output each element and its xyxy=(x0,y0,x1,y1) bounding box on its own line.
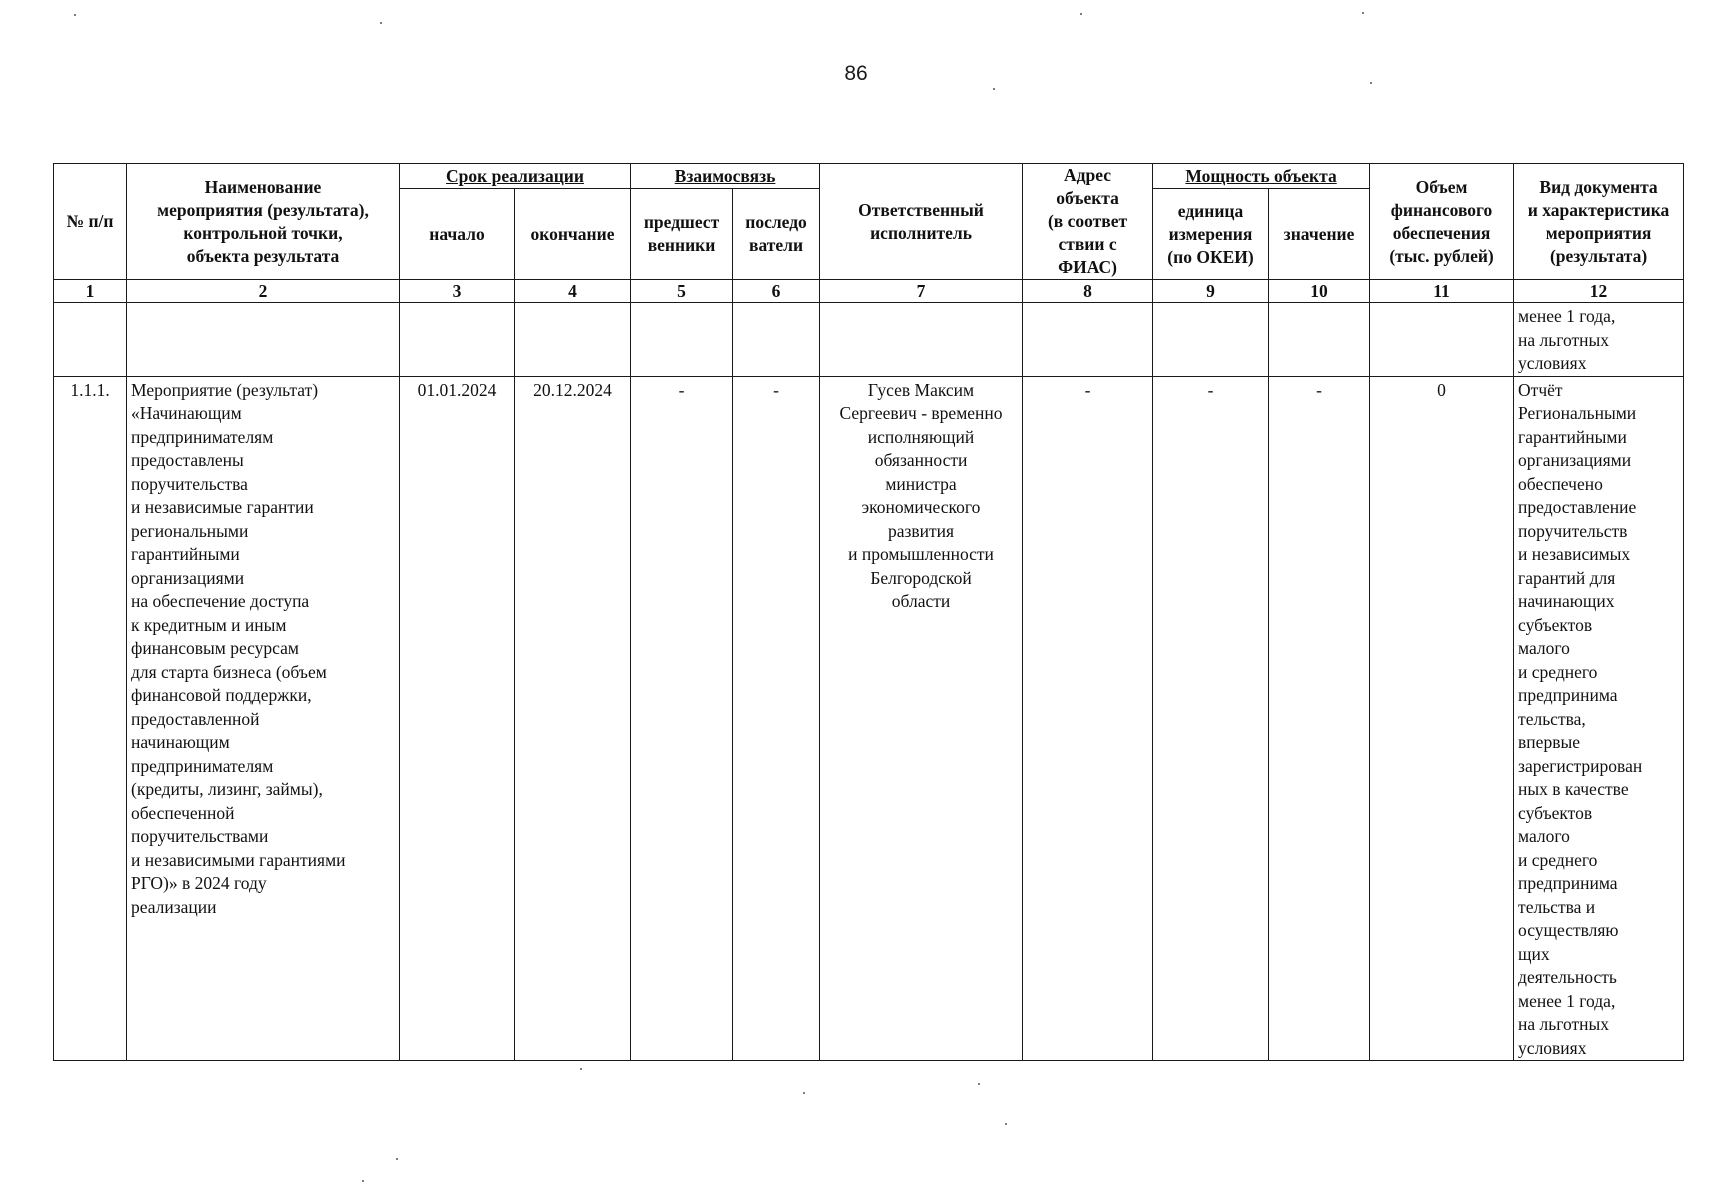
column-number: 8 xyxy=(1023,280,1153,303)
column-number: 9 xyxy=(1153,280,1269,303)
row-finance: 0 xyxy=(1370,376,1514,1061)
header-executor: Ответственный исполнитель xyxy=(820,164,1023,280)
column-number: 6 xyxy=(733,280,820,303)
row-address: - xyxy=(1023,376,1153,1061)
column-number: 12 xyxy=(1514,280,1684,303)
column-number: 11 xyxy=(1370,280,1514,303)
row-num: 1.1.1. xyxy=(54,376,127,1061)
column-number: 7 xyxy=(820,280,1023,303)
scan-speck xyxy=(396,1158,398,1160)
row-executor: Гусев Максим Сергеевич - временно исполняющий обязанности министра экономического развития и промышленности Белгородской области xyxy=(820,376,1023,1061)
table-row xyxy=(54,376,1684,1061)
scan-speck xyxy=(1005,1123,1007,1125)
row-end-date: 20.12.2024 xyxy=(515,376,631,1061)
empty-cell xyxy=(400,303,515,377)
page-number: 86 xyxy=(844,62,868,85)
scan-speck xyxy=(1370,82,1372,84)
column-number: 4 xyxy=(515,280,631,303)
empty-cell xyxy=(127,303,400,377)
continuation-doc-type: менее 1 года, на льготных условиях xyxy=(1514,303,1684,377)
header-capacity-value: значение xyxy=(1269,189,1370,280)
empty-cell xyxy=(820,303,1023,377)
row-successors: - xyxy=(733,376,820,1061)
scan-speck xyxy=(362,1180,364,1182)
empty-cell xyxy=(733,303,820,377)
column-number-row xyxy=(54,280,1684,303)
header-doc-type: Вид документа и характеристика мероприятия (результата) xyxy=(1514,164,1684,280)
header-link-group: Взаимосвязь xyxy=(631,164,820,189)
continuation-row xyxy=(54,303,1684,377)
row-predecessors: - xyxy=(631,376,733,1061)
empty-cell xyxy=(1153,303,1269,377)
header-address: Адрес объекта (в соответ ствии с ФИАС) xyxy=(1023,164,1153,280)
column-number: 5 xyxy=(631,280,733,303)
row-value: - xyxy=(1269,376,1370,1061)
empty-cell xyxy=(1370,303,1514,377)
column-number: 3 xyxy=(400,280,515,303)
column-number: 1 xyxy=(54,280,127,303)
row-start-date: 01.01.2024 xyxy=(400,376,515,1061)
empty-cell xyxy=(515,303,631,377)
header-capacity-group: Мощность объекта xyxy=(1153,164,1370,189)
header-link-pred: предшест венники xyxy=(631,189,733,280)
scan-speck xyxy=(803,1092,805,1094)
scan-speck xyxy=(993,88,995,90)
empty-cell xyxy=(1023,303,1153,377)
row-doc-type: Отчёт Региональными гарантийными организациями обеспечено предоставление поручительств и независимых гарантий для начинающих субъектов малого и среднего предпринима тельства, впервые зарегистрирован ных в качестве субъектов малого и среднего предпринима тельства и осуществляю щих деятельность менее 1 года, на льготных условиях xyxy=(1514,376,1684,1061)
header-term-end: окончание xyxy=(515,189,631,280)
column-number: 2 xyxy=(127,280,400,303)
header-term-start: начало xyxy=(400,189,515,280)
row-unit: - xyxy=(1153,376,1269,1061)
scan-speck xyxy=(380,22,382,24)
header-link-succ: последо ватели xyxy=(733,189,820,280)
header-capacity-unit: единица измерения (по ОКЕИ) xyxy=(1153,189,1269,280)
scan-speck xyxy=(1080,13,1082,15)
header-term-group: Срок реализации xyxy=(400,164,631,189)
scan-speck xyxy=(580,1068,582,1070)
scan-speck xyxy=(1362,12,1364,14)
header-num: № п/п xyxy=(54,164,127,280)
empty-cell xyxy=(631,303,733,377)
header-finance: Объем финансового обеспечения (тыс. рублей) xyxy=(1370,164,1514,280)
header-name: Наименование мероприятия (результата), контрольной точки, объекта результата xyxy=(127,164,400,280)
scan-speck xyxy=(74,14,76,16)
empty-cell xyxy=(54,303,127,377)
header-row-top xyxy=(54,164,1684,189)
column-number: 10 xyxy=(1269,280,1370,303)
empty-cell xyxy=(1269,303,1370,377)
plan-table xyxy=(53,163,1684,1061)
scan-speck xyxy=(978,1083,980,1085)
row-name: Мероприятие (результат) «Начинающим предпринимателям предоставлены поручительства и независимые гарантии региональными гарантийными организациями на обеспечение доступа к кредитным и иным финансовым ресурсам для старта бизнеса (объем финансовой поддержки, предоставленной начинающим предпринимателям (кредиты, лизинг, займы), обеспеченной поручительствами и независимыми гарантиями РГО)» в 2024 году реализации xyxy=(127,376,400,1061)
